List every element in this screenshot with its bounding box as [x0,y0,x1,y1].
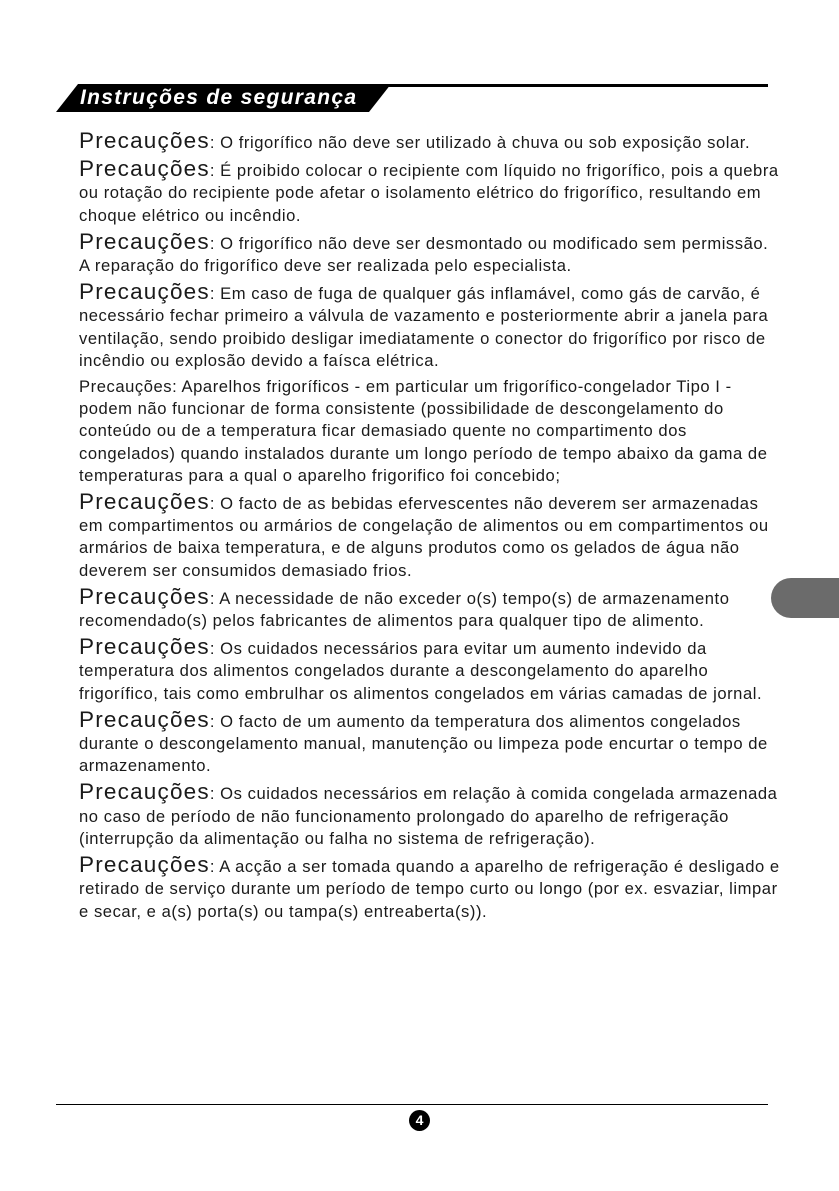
precaution-text: : É proibido colocar o recipiente com líquido no frigorífico, pois a quebra ou rotação do recipiente pode afetar o isolamento elétrico do frigorífico, resultando em choque elétrico ou incêndio. [79,161,779,225]
precaution-text: : O frigorífico não deve ser desmontado ou modificado sem permissão. A reparação do frigorífico deve ser realizada pelo especialista. [79,233,769,276]
precaution-text: : O frigorífico não deve ser utilizado à chuva ou sob exposição solar. [209,133,751,152]
precaution-paragraph [79,491,781,582]
precaution-lead: Precauções [79,228,210,254]
precaution-paragraph [79,130,781,154]
precaution-paragraph [79,706,781,778]
precaution-text: : A acção a ser tomada quando a aparelho de refrigeração é desligado e retirado de serviço durante um período de tempo curto ou longo (por ex. esvaziar, limpar e secar, e a(s) porta(s) ou tampa(s) entreaberta(s)). [79,857,780,921]
section-header [56,84,768,114]
precaution-paragraph [79,636,781,705]
precaution-paragraph [79,281,781,372]
precaution-lead: Precauções [79,128,210,153]
chapter-side-tab [771,578,839,618]
precaution-lead: Precauções [79,279,210,305]
precaution-paragraph [79,376,781,487]
precaution-text: : O facto de as bebidas efervescentes não deverem ser armazenadas em compartimentos ou armários de congelação de alimentos ou em compartimentos ou armários de baixa temperatura, e de alguns produtos como os gelados de água não deverem ser consumidos demasiado frios. [79,494,769,580]
precaution-lead: Precauções [79,706,210,732]
precaution-text: Precauções: Aparelhos frigoríficos - em particular um frigorífico-congelador Tipo I - podem não funcionar de forma consistente (possibilidade de descongelamento do conteúdo ou de a temperatura ficar demasiado quente no compartimento dos congelados) quando instalados durante um longo período de tempo abaixo da gama de temperaturas para a qual o aparelho frigorifico foi concebido; [79,377,768,485]
safety-instructions [79,130,781,927]
precaution-lead: Precauções [79,852,210,878]
precaution-paragraph [79,228,781,277]
precaution-text: : A necessidade de não exceder o(s) tempo(s) de armazenamento recomendado(s) pelos fabricantes de alimentos para qualquer tipo de alimento. [79,588,730,631]
precaution-text: : O facto de um aumento da temperatura dos alimentos congelados durante o descongelamento manual, manutenção ou limpeza pode encurtar o tempo de armazenamento. [79,711,768,776]
precaution-paragraph [79,583,781,632]
section-title: Instruções de segurança [80,86,358,109]
header-rule [386,84,768,87]
precaution-lead: Precauções [79,779,210,805]
precaution-paragraph [79,158,781,227]
precaution-paragraph [79,854,781,923]
precaution-text: : Os cuidados necessários para evitar um aumento indevido da temperatura dos alimentos congelados durante a descongelamento do aparelho frigorífico, tais como embrulhar os alimentos congelados em várias camadas de jornal. [79,639,763,703]
precaution-lead: Precauções [79,583,210,609]
precaution-lead: Precauções [79,156,210,182]
precaution-lead: Precauções [79,634,210,660]
footer-rule [56,1104,768,1105]
page-number: 4 [409,1110,430,1131]
precaution-text: : Os cuidados necessários em relação à comida congelada armazenada no caso de período de não funcionamento prolongado do aparelho de refrigeração (interrupção da alimentação ou falha no sistema de refrigeração). [79,784,778,848]
precaution-text: : Em caso de fuga de qualquer gás inflamável, como gás de carvão, é necessário fechar primeiro a válvula de vazamento e posteriormente abrir a janela para ventilação, sendo proibido desligar imediatamente o conector do frigorífico por risco de incêndio ou explosão devido a faísca elétrica. [79,284,769,370]
precaution-paragraph [79,781,781,850]
precaution-lead: Precauções [79,489,210,515]
